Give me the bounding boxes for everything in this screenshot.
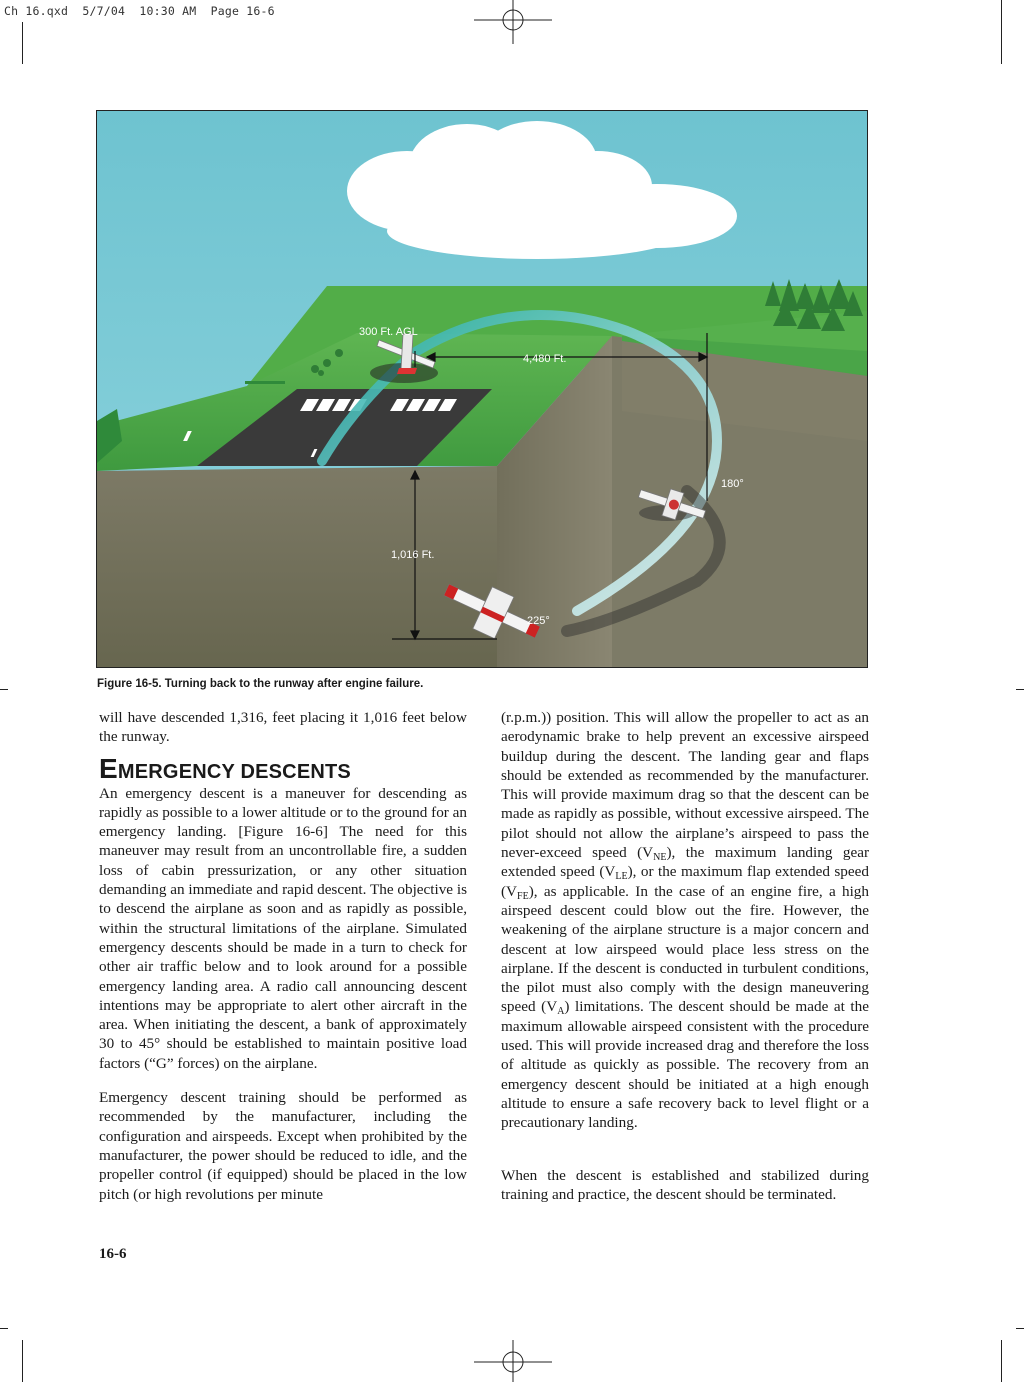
crop-mark-top-left (22, 22, 23, 64)
slug-line: Ch 16.qxd 5/7/04 10:30 AM Page 16-6 (4, 4, 275, 18)
left-column (99, 708, 467, 1204)
paragraph-emergency-descent: An emergency descent is a maneuver for descending as rapidly as possible to a lower altitude or to the ground for an emergency landing. [Figure 16-6] The need for this maneuver may result from an uncontrollable fire, a sudden loss of cabin pressurization, or any other situation demanding an immediate and rapid descent. The objective is to descend the airplane as soon and as rapidly as possible, within the structural limitations of the airplane. Simulated emergency descents should be made in a turn to check for other air traffic below and to look around for a possible emergency landing area. A radio call announcing descent intentions may be appropriate to alert other aircraft in the area. When initiating the descent, a bank of approximately 30 to 45° should be established to maintain positive load factors (“G” forces) on the airplane. (99, 784, 467, 1072)
page-number: 16-6 (99, 1246, 127, 1262)
paragraph-continued: will have descended 1,316, feet placing it 1,016 feet below the runway. (99, 709, 467, 746)
crop-mark-top-right (1001, 0, 1002, 64)
paragraph-termination: When the descent is established and stabilized during training and practice, the descent should be terminated. (501, 1166, 869, 1203)
crop-mark-left-low (0, 1328, 8, 1329)
crop-mark-bottom-left (22, 1340, 23, 1382)
label-300-agl: 300 Ft. AGL (359, 326, 418, 338)
figure-illustration (96, 110, 868, 668)
figure-caption: Figure 16-5. Turning back to the runway after engine failure. (97, 678, 424, 690)
right-column (501, 708, 869, 1204)
registration-mark-top-icon (474, 0, 552, 44)
label-1016-ft: 1,016 Ft. (391, 549, 435, 561)
crop-mark-left-mid (0, 689, 8, 690)
heading-initial: E (99, 752, 118, 784)
paragraph-propeller: (r.p.m.)) position. This will allow the propeller to act as an aerodynamic brake to help prevent an excessive airspeed buildup during the descent. The landing gear and flaps should be extended as recommended by the manufacturer. This will provide maximum drag so that the descent can be made as rapidly as possible, without excessive airspeed. The pilot should not allow the airplane’s airspeed to pass the never-exceed speed $(V_{NE})$, the maximum landing gear extended speed $(V_{LE})$, or the maximum flap extended speed $(V_{FE})$, as applicable. In the case of an engine fire, a high airspeed descent could blow out the fire. However, the weakening of the airplane structure is a major concern and descent at low airspeed would place less stress on the airplane. If the descent is conducted in turbulent conditions, the pilot must also comply with the design maneuvering speed $(V_A)$ limitations. The descent should be made at the maximum allowable airspeed consistent with the procedure used. This will provide increased drag and therefore the loss of altitude as quickly as possible. The recovery from an emergency descent should be initiated at a high enough altitude to ensure a safe recovery back to level flight or a precautionary landing. (501, 709, 869, 1132)
section-heading (99, 752, 467, 784)
label-180-deg: 180° (721, 478, 744, 490)
registration-mark-bottom-icon (474, 1340, 552, 1382)
turnback-diagram (97, 111, 867, 667)
label-225-deg: 225° (527, 615, 550, 627)
crop-mark-bottom-right (1001, 1340, 1002, 1382)
crop-mark-right-low (1016, 1328, 1024, 1329)
crop-mark-right-mid (1016, 689, 1024, 690)
label-4480-ft: 4,480 Ft. (523, 353, 567, 365)
heading-rest: MERGENCY DESCENTS (117, 760, 351, 783)
paragraph-training: Emergency descent training should be performed as recommended by the manufacturer, including the configuration and airspeeds. Except when prohibited by the manufacturer, the power should be reduced to idle, and the propeller control (if equipped) should be placed in the low pitch (or high revolutions per minute (99, 1089, 467, 1203)
